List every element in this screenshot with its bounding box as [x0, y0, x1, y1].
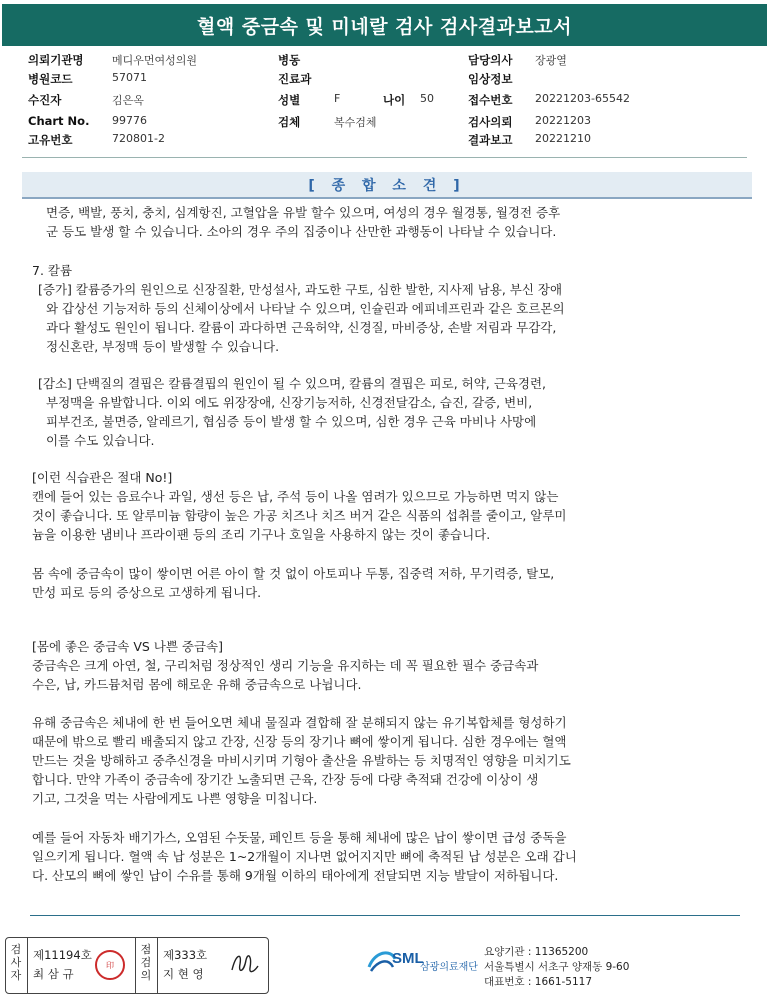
receipt-label: 접수번호: [468, 93, 513, 107]
request-label: 검사의뢰: [468, 115, 513, 129]
receipt-value: 20221203-65542: [535, 92, 630, 105]
info-divider: [22, 157, 747, 158]
info-row-5: [0, 132, 769, 150]
body-line: 이를 수도 있습니다.: [46, 433, 155, 448]
chart-label: Chart No.: [28, 114, 90, 128]
gender-value: F: [334, 92, 341, 105]
body-line: 것이 좋습니다. 또 알루미늄 함량이 높은 가공 치즈나 치즈 버거 같은 식품의 섭취를 줄이고, 알루미: [32, 508, 567, 523]
specimen-label: 검체: [278, 115, 301, 129]
body-line: 7. 칼륨: [32, 263, 73, 278]
body-line: 몸 속에 중금속이 많이 쌓이면 어른 아이 할 것 없이 아토피나 두통, 집중력 저하, 무기력증, 탈모,: [32, 566, 555, 581]
chart-value: 99776: [112, 114, 147, 127]
report-title: 혈액 중금속 및 미네랄 검사 검사결과보고서: [2, 4, 767, 46]
inspector-divider: [27, 937, 28, 994]
agency-no: 요양기관 : 11365200: [484, 946, 589, 958]
doctor-label: 담당의사: [468, 53, 513, 67]
body-line: 면증, 백발, 풍치, 충치, 심계항진, 고혈압을 유발 할수 있으며, 여성의 경우 월경통, 월경전 증후: [46, 205, 561, 220]
recipient-label: 수진자: [28, 93, 62, 107]
info-row-4: [0, 114, 769, 132]
info-row-1: [0, 52, 769, 70]
inspector-no: 제11194호: [33, 948, 92, 962]
body-line: [증가] 칼륨증가의 원인으로 신장질환, 만성설사, 과도한 구토, 심한 발한, 지사제 남용, 부신 장애: [38, 282, 563, 297]
dept-label: 진료과: [278, 72, 312, 86]
body-line: 유해 중금속은 체내에 한 번 들어오면 체내 물질과 결합해 잘 분해되지 않는 유기복합체를 형성하기: [32, 715, 567, 730]
reviewer-name: 지 현 영: [163, 967, 204, 981]
body-line: 정신혼란, 부정맥 등이 발생할 수 있습니다.: [46, 339, 280, 354]
patient-info: [0, 52, 769, 148]
info-row-2: [0, 71, 769, 89]
body-line: 피부건조, 불면증, 알레르기, 협심증 등이 발생 할 수 있으며, 심한 경우 근육 마비나 사망에: [46, 414, 537, 429]
info-row-3: [0, 92, 769, 110]
logo-text: SML: [392, 950, 424, 967]
body-line: 중금속은 크게 아연, 철, 구리처럼 정상적인 생리 기능을 유지하는 데 꼭 필요한 필수 중금속과: [32, 658, 539, 673]
recipient-value: 김은옥: [112, 94, 144, 107]
reviewer-divider: [135, 937, 136, 994]
clinical-label: 임상정보: [468, 72, 513, 86]
body-line: 예를 들어 자동차 배기가스, 오염된 수돗물, 페인트 등을 통해 체내에 많은 납이 쌓이면 급성 중독을: [32, 830, 567, 845]
corp-name: 삼광의료재단: [420, 962, 478, 973]
institution-label: 의뢰기관명: [28, 53, 84, 67]
address: 서울특별시 서초구 양재동 9-60: [484, 961, 630, 973]
body-line: 늄을 이용한 냄비나 프라이팬 등의 조리 기구나 호일을 사용하지 않는 것이 좋습니다.: [32, 527, 491, 542]
body-line: 캔에 들어 있는 음료수나 과일, 생선 등은 납, 주석 등이 나올 염려가 있으므로 가능하면 먹지 않는: [32, 489, 559, 504]
body-line: 만성 피로 등의 증상으로 고생하게 됩니다.: [32, 585, 262, 600]
result-label: 결과보고: [468, 133, 513, 147]
body-line: [감소] 단백질의 결핍은 칼륨결핍의 원인이 될 수 있으며, 칼륨의 결핍은 피로, 허약, 근육경련,: [38, 376, 547, 391]
section-title: [ 종 합 소 견 ]: [22, 172, 752, 199]
hospital-code-label: 병원코드: [28, 72, 73, 86]
body-line: 다. 산모의 뼈에 쌓인 납이 수유를 통해 9개월 이하의 태아에게 전달되면 지능 발달이 저하됩니다.: [32, 868, 559, 883]
institution-value: 메디우먼여성의원: [112, 54, 198, 67]
age-value: 50: [420, 92, 434, 105]
request-value: 20221203: [535, 114, 591, 127]
doctor-value: 장광열: [535, 54, 567, 67]
ward-label: 병동: [278, 53, 301, 67]
seal-stamp-icon: 印: [95, 950, 125, 980]
body-line: 부정맥을 유발합니다. 이외 에도 위장장애, 신장기능저하, 신경전달감소, 습진, 갈증, 변비,: [46, 395, 533, 410]
body-line: 합니다. 만약 가족이 중금속에 장기간 노출되면 근육, 간장 등에 다량 축적돼 건강에 이상이 생: [32, 772, 539, 787]
body-line: 일으키게 됩니다. 혈액 속 납 성분은 1~2개월이 지나면 없어지지만 뼈에 축적된 납 성분은 오래 갑니: [32, 849, 577, 864]
phone: 대표번호 : 1661-5117: [484, 976, 593, 988]
signature-icon: [228, 946, 262, 980]
body-line: 와 갑상선 기능저하 등의 신체이상에서 나타날 수 있으며, 인슐린과 에피네프린과 같은 호르몬의: [46, 301, 565, 316]
reviewer-label: 점검의: [140, 943, 152, 982]
unique-label: 고유번호: [28, 133, 73, 147]
inspector-label: 검사자: [10, 943, 22, 982]
reviewer-no: 제333호: [163, 948, 208, 962]
unique-value: 720801-2: [112, 132, 165, 145]
body-line: 때문에 밖으로 빨리 배출되지 않고 간장, 신장 등의 장기나 뼈에 쌓이게 됩니다. 심한 경우에는 혈액: [32, 734, 567, 749]
age-label: 나이: [383, 93, 406, 107]
body-line: 만드는 것을 방해하고 중추신경을 마비시키며 기형아 출산을 유발하는 등 치명적인 영향을 미치기도: [32, 753, 571, 768]
hospital-code-value: 57071: [112, 71, 147, 84]
body-line: 과다 활성도 원인이 됩니다. 칼륨이 과다하면 근육허약, 신경질, 마비증상, 손발 저림과 무감각,: [46, 320, 557, 335]
body-line: 군 등도 발생 할 수 있습니다. 소아의 경우 주의 집중이나 산만한 과행동이 나타날 수 있습니다.: [46, 224, 557, 239]
footer-divider: [30, 915, 740, 916]
specimen-value: 복수검체: [334, 116, 377, 129]
body-line: [이런 식습관은 절대 No!]: [32, 470, 173, 485]
inspector-name: 최 삼 규: [33, 967, 74, 981]
result-value: 20221210: [535, 132, 591, 145]
reviewer-divider-2: [157, 937, 158, 994]
body-line: 기고, 그것을 먹는 사람에게도 나쁜 영향을 미칩니다.: [32, 791, 318, 806]
body-line: [몸에 좋은 중금속 VS 나쁜 중금속]: [32, 639, 224, 654]
body-line: 수은, 납, 카드뮴처럼 몸에 해로운 유해 중금속으로 나뉩니다.: [32, 677, 362, 692]
gender-label: 성별: [278, 93, 301, 107]
